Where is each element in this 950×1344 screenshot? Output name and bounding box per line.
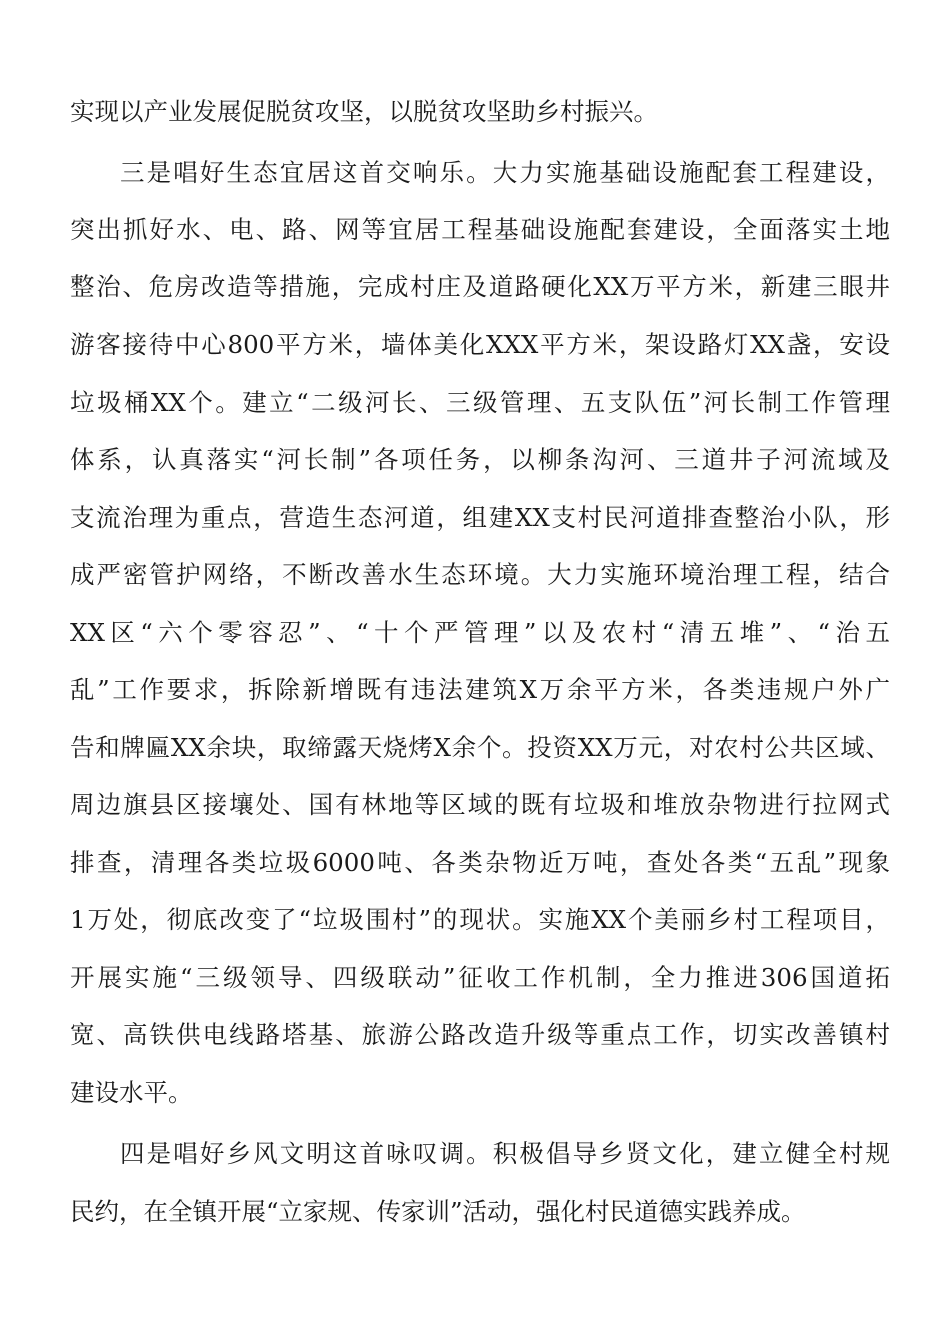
paragraph-2-line-15: 开展实施“三级领导、四级联动”征收工作机制，全力推进306国道拓 [70, 963, 890, 992]
paragraph-2-line-11: 告和牌匾XX余块，取缔露天烧烤X余个。投资XX万元，对农村公共区域、 [70, 733, 890, 762]
paragraph-2-line-1: 三是唱好生态宜居这首交响乐。大力实施基础设施配套工程建设， [120, 158, 890, 187]
paragraph-2-line-16: 宽、高铁供电线路塔基、旅游公路改造升级等重点工作，切实改善镇村 [70, 1020, 890, 1049]
paragraph-3-line-1: 四是唱好乡风文明这首咏叹调。积极倡导乡贤文化，建立健全村规 [120, 1139, 890, 1168]
paragraph-2-line-5: 垃圾桶XX个。建立“二级河长、三级管理、五支队伍”河长制工作管理 [70, 388, 890, 417]
paragraph-2-line-2: 突出抓好水、电、路、网等宜居工程基础设施配套建设，全面落实土地 [70, 215, 890, 244]
paragraph-2-line-13: 排查，清理各类垃圾6000吨、各类杂物近万吨，查处各类“五乱”现象 [70, 848, 890, 877]
paragraph-2-line-10: 乱”工作要求，拆除新增既有违法建筑X万余平方米，各类违规户外广 [70, 675, 890, 704]
paragraph-2-line-7: 支流治理为重点，营造生态河道，组建XX支村民河道排查整治小队，形 [70, 503, 890, 532]
paragraph-1-line-1: 实现以产业发展促脱贫攻坚，以脱贫攻坚助乡村振兴。 [70, 97, 658, 126]
paragraph-2-line-6: 体系，认真落实“河长制”各项任务，以柳条沟河、三道井子河流域及 [70, 445, 890, 474]
paragraph-2-line-9: XX区“六个零容忍”、“十个严管理”以及农村“清五堆”、“治五 [70, 618, 890, 647]
paragraph-2-line-8: 成严密管护网络，不断改善水生态环境。大力实施环境治理工程，结合 [70, 560, 890, 589]
paragraph-2-line-17: 建设水平。 [70, 1078, 193, 1107]
paragraph-3-line-2: 民约，在全镇开展“立家规、传家训”活动，强化村民道德实践养成。 [70, 1197, 806, 1226]
paragraph-2-line-4: 游客接待中心800平方米，墙体美化XXX平方米，架设路灯XX盏，安设 [70, 330, 890, 359]
paragraph-2-line-3: 整治、危房改造等措施，完成村庄及道路硬化XX万平方米，新建三眼井 [70, 272, 890, 301]
paragraph-2-line-14: 1万处，彻底改变了“垃圾围村”的现状。实施XX个美丽乡村工程项目， [70, 905, 890, 934]
paragraph-2-line-12: 周边旗县区接壤处、国有林地等区域的既有垃圾和堆放杂物进行拉网式 [70, 790, 890, 819]
